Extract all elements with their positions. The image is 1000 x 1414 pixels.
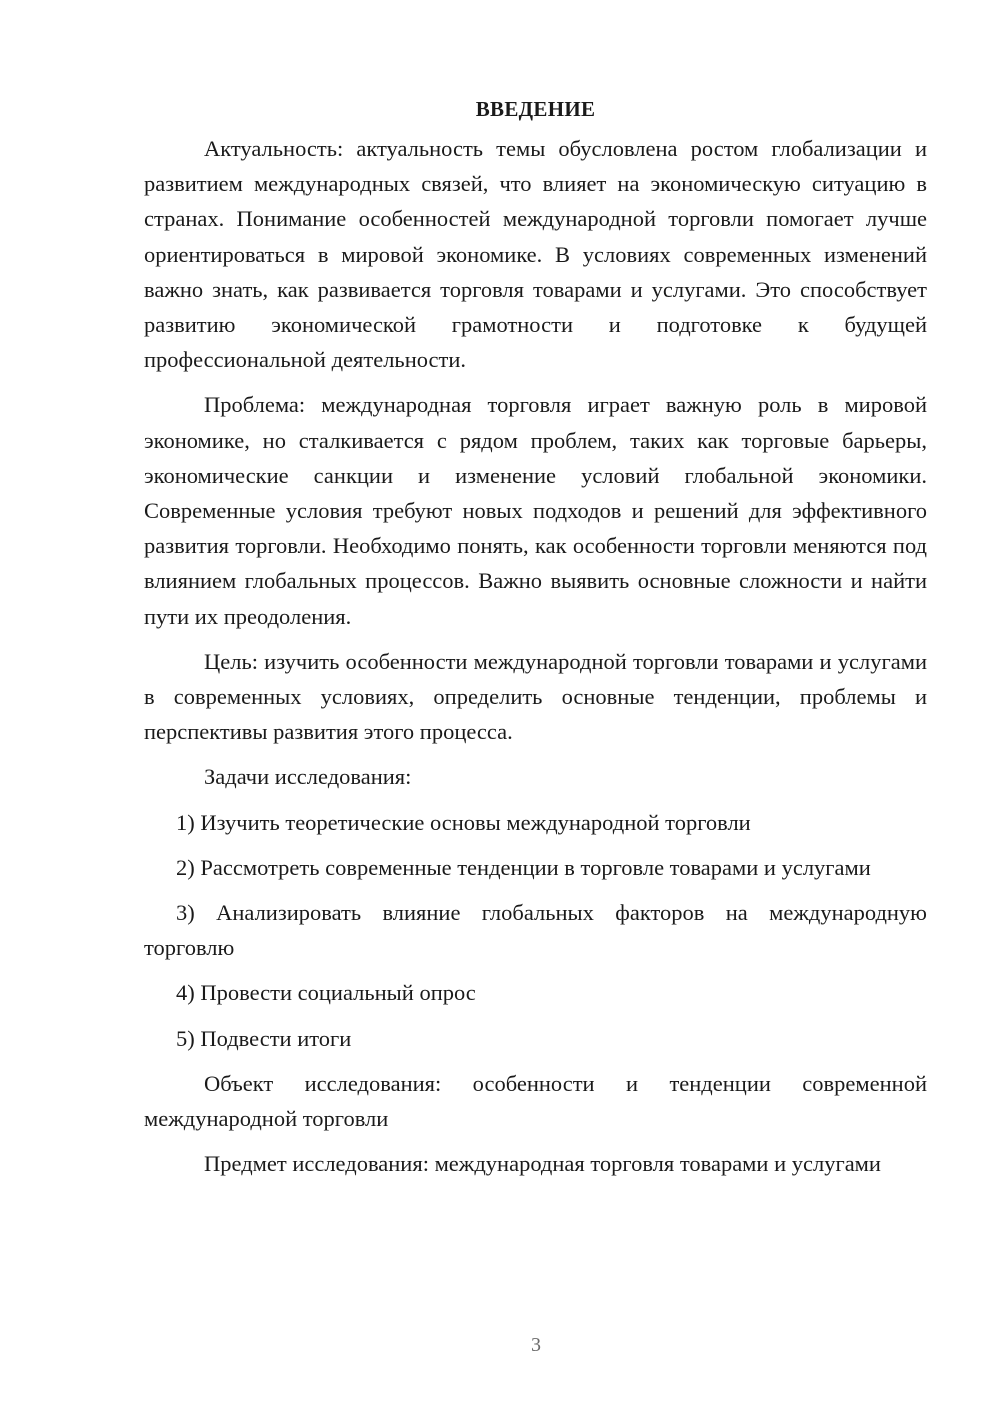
object-paragraph: Объект исследования: особенности и тенденции современной международной торговли <box>144 1070 927 1132</box>
task-item-3: 3) Анализировать влияние глобальных факторов на международную торговлю <box>144 900 927 961</box>
page-title: ВВЕДЕНИЕ <box>475 97 596 121</box>
goal-paragraph: Цель: изучить особенности международной торговли товарами и услугами в современных условиях, определить основные тенденции, проблемы и перспективы развития этого процесса. <box>144 648 927 745</box>
subject-paragraph: Предмет исследования: международная торговля товарами и услугами <box>204 1151 881 1177</box>
task-item-5: 5) Подвести итоги <box>176 1025 352 1051</box>
task-item-4: 4) Провести социальный опрос <box>176 980 476 1006</box>
problem-paragraph: Проблема: международная торговля играет важную роль в мировой экономике, но сталкивается с рядом проблем, таких как торговые барьеры, экономические санкции и изменение условий глобальной экономики. Современные условия требуют новых подходов и решений для эффективного развития торговли. Необходимо понять, как особенности торговли меняются под влиянием глобальных процессов. Важно выявить основные сложности и найти пути их преодоления. <box>144 392 927 629</box>
page-number: 3 <box>531 1334 541 1356</box>
relevance-paragraph: Актуальность: актуальность темы обусловлена ростом глобализации и развитием международных связей, что влияет на экономическую ситуацию в странах. Понимание особенностей международной торговли помогает лучше ориентироваться в мировой экономике. В условиях современных изменений важно знать, как развивается торговля товарами и услугами. Это способствует развитию экономической грамотности и подготовке к будущей профессиональной деятельности. <box>144 136 927 373</box>
task-item-2: 2) Рассмотреть современные тенденции в торговле товарами и услугами <box>176 854 871 880</box>
task-item-1: 1) Изучить теоретические основы международной торговли <box>176 809 751 835</box>
document-body <box>144 92 927 1191</box>
tasks-title: Задачи исследования: <box>204 764 412 790</box>
